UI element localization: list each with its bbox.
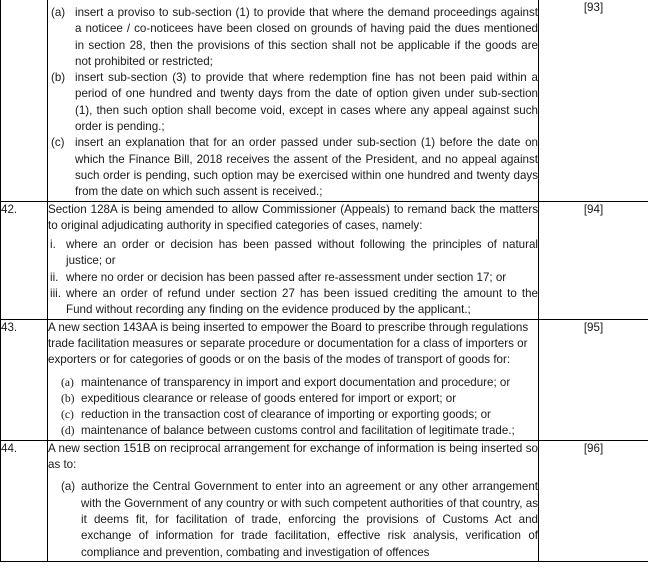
item-text: expeditious clearance or release of goods entered for import or export; or <box>81 391 457 405</box>
row-intro: A new section 151B on reciprocal arrangement for exchange of information is being inserted so as to: <box>48 441 538 472</box>
item-label: (c) <box>61 408 74 422</box>
item-text: authorize the Central Government to enter into an agreement or any other arrangement with the Government of any country or with such competent authorities of that country, as it deems fit, for facilitation of trade, enforcing the provisions of Customs Act and exchange of information for trade facilitation, effective risk analysis, verification of compliance and prevention, combating and investigation of offences <box>81 480 538 559</box>
item-text: insert an explanation that for an order passed under sub-section (1) before the date on which the Finance Bill, 2018 receives the assent of the President, and no appeal against such order is pending, such option may be exercised within one hundred and twenty days from the date on which such assent is received.; <box>75 136 538 199</box>
item-text: where an order or decision has been passed without following the principles of natural justice; or <box>66 238 538 268</box>
item-label: (b) <box>51 71 66 85</box>
list-item <box>48 375 538 391</box>
item-label: ii. <box>50 270 59 284</box>
item-label: (a) <box>51 6 66 19</box>
row-reference: [93] <box>539 0 649 201</box>
list-item <box>48 270 538 286</box>
item-label: iii. <box>50 287 61 301</box>
table-row <box>1 201 649 319</box>
row-number: 43. <box>1 320 18 334</box>
item-text: insert a proviso to sub-section (1) to provide that where the demand proceedings against a noticee / co-noticees have been closed on grounds of having paid the dues mentioned in section 28, then the provisions of this section shall not be applicable if the goods are not prohibited or restricted; <box>75 6 538 68</box>
row-reference: [96] <box>539 440 649 561</box>
item-text: maintenance of balance between customs control and facilitation of legitimate trade.; <box>81 424 515 438</box>
item-label: (d) <box>61 424 75 438</box>
table-row <box>1 319 649 440</box>
item-text: maintenance of transparency in import and export documentation and procedure; or <box>81 375 511 389</box>
item-text: where no order or decision has been passed after re-assessment under section 17; or <box>66 270 507 284</box>
row-content <box>48 201 539 319</box>
list-item <box>48 286 538 319</box>
row-number-cell <box>1 319 48 440</box>
list-item <box>48 237 538 270</box>
list-item <box>48 423 538 439</box>
item-text: reduction in the transaction cost of clearance of importing or exporting goods; or <box>81 408 491 422</box>
list-item <box>48 135 538 200</box>
item-label: i. <box>50 238 56 252</box>
item-label: (b) <box>61 391 75 405</box>
row-reference: [94] <box>539 201 649 319</box>
row-content <box>48 0 539 201</box>
table-row <box>1 0 649 201</box>
list-item <box>48 5 538 70</box>
row-content <box>48 319 539 440</box>
row-number-cell <box>1 201 48 319</box>
row-number: 42. <box>1 202 18 216</box>
list-item <box>48 391 538 407</box>
table-row <box>1 440 649 561</box>
item-label: (a) <box>61 375 74 389</box>
row-content <box>48 440 539 561</box>
item-label: (c) <box>51 136 65 150</box>
row-number-cell <box>1 440 48 561</box>
list-item <box>48 70 538 135</box>
list-item <box>48 479 538 560</box>
item-label: (a) <box>61 480 76 494</box>
row-intro: A new section 143AA is being inserted to empower the Board to prescribe through regulations trade facilitation measures or separate procedure or documentation for a class of importers or exporters or for categories of goods or on the basis of the modes of transport of goods for: <box>48 320 529 367</box>
row-number: 44. <box>1 441 18 455</box>
row-intro: Section 128A is being amended to allow Commissioner (Appeals) to remand back the matters to original adjudicating authority in specified categories of cases, namely: <box>48 202 538 232</box>
list-item <box>48 407 538 423</box>
item-text: insert sub-section (3) to provide that where redemption fine has not been paid within a period of one hundred and twenty days from the date of option given under sub-section (1), then such option shall become void, except in cases where any appeal against such order is pending.; <box>75 71 538 134</box>
item-text: where an order of refund under section 27 has been issued crediting the amount to the Fund without recording any finding on the evidence produced by the applicant.; <box>66 287 538 317</box>
row-number-cell <box>1 0 48 201</box>
row-reference: [95] <box>539 319 649 440</box>
